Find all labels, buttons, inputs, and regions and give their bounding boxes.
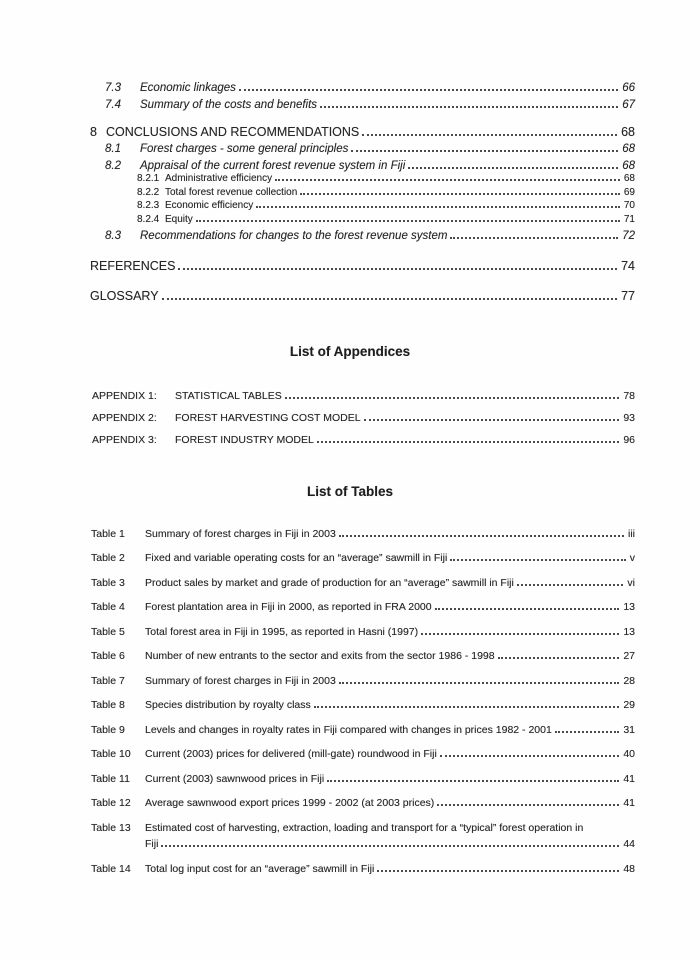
- dot-leader: [440, 755, 620, 757]
- table-entry-line1: [145, 599, 635, 616]
- toc-entry: [90, 161, 635, 173]
- toc-entry-number: 8.1: [105, 143, 121, 155]
- table-entry-page: 41: [623, 772, 635, 785]
- table-entry: [90, 624, 635, 641]
- list-of-appendices-heading: List of Appendices: [289, 343, 411, 359]
- toc-entry-number: 8.3: [105, 230, 121, 242]
- toc-entry: [90, 187, 635, 200]
- toc-entry-page: 66: [622, 82, 635, 94]
- dot-leader: [498, 657, 620, 659]
- table-entry-title: Total log input cost for an “average” sawmill in Fiji: [145, 862, 375, 875]
- table-entry-body: [145, 624, 635, 641]
- dot-leader: [408, 167, 618, 169]
- toc-entry-title: Forest charges - some general principles: [140, 143, 349, 155]
- dot-leader: [450, 237, 618, 239]
- table-entry: [90, 673, 635, 690]
- tables-list: [90, 526, 635, 878]
- table-entry-title: Summary of forest charges in Fiji in 2003: [145, 674, 336, 687]
- table-entry-title: Fixed and variable operating costs for an “average” sawmill in Fiji: [145, 552, 448, 564]
- table-entry: [90, 861, 635, 878]
- toc-entry-page: 68: [623, 173, 635, 184]
- appendix-entry: [90, 434, 635, 447]
- toc-entry-title: Appraisal of the current forest revenue system in Fiji: [140, 159, 406, 172]
- toc-entry-title: Administrative efficiency: [165, 173, 273, 184]
- dot-leader: [314, 706, 620, 708]
- table-entry-label: Table 9: [91, 723, 125, 736]
- table-entry: [90, 697, 635, 714]
- table-entry: [90, 820, 635, 853]
- table-entry-title: Estimated cost of harvesting, extraction, loading and transport for a “typical” forest operation in: [145, 821, 584, 834]
- dot-leader: [437, 804, 619, 806]
- table-entry-label: Table 13: [91, 821, 131, 834]
- table-entry-page: 40: [623, 748, 635, 760]
- table-entry: [90, 526, 635, 543]
- toc-entry-page: 67: [622, 98, 635, 111]
- table-entry-label: Table 11: [91, 772, 130, 785]
- list-of-tables-heading: List of Tables: [306, 483, 393, 499]
- table-entry-label: Table 8: [91, 699, 125, 711]
- table-entry-label: Table 3: [91, 576, 125, 589]
- toc-entry: [90, 144, 635, 156]
- table-entry-page: 13: [623, 601, 635, 613]
- table-entry: [90, 575, 635, 592]
- table-entry-line1: [145, 575, 635, 592]
- dot-leader: [351, 150, 618, 152]
- dot-leader: [421, 633, 619, 635]
- dot-leader: [339, 682, 619, 684]
- toc-entry-number: 7.3: [105, 82, 121, 94]
- dot-leader: [285, 397, 620, 399]
- appendices-list: [90, 390, 635, 447]
- table-entry-line1: [145, 648, 635, 665]
- dot-leader: [300, 193, 620, 195]
- toc-entry-title: GLOSSARY: [90, 288, 159, 303]
- table-entry-label: Table 14: [91, 862, 131, 875]
- dot-leader: [517, 584, 624, 586]
- table-entry-label: Table 7: [91, 674, 125, 687]
- table-entry-title: Species distribution by royalty class: [145, 699, 311, 711]
- table-entry-title: Average sawnwood export prices 1999 - 2002 (at 2003 prices): [145, 797, 435, 809]
- table-entry-line2: [145, 836, 635, 853]
- table-entry-body: [145, 820, 635, 853]
- table-entry-body: [145, 673, 635, 690]
- table-entry-body: [145, 697, 635, 714]
- toc-entry-page: 68: [622, 143, 635, 155]
- table-entry-body: [145, 771, 635, 788]
- table-entry: [90, 771, 635, 788]
- table-entry-label: Table 5: [91, 625, 125, 638]
- toc-entry-page: 69: [623, 186, 635, 198]
- appendix-entry-page: 78: [623, 389, 635, 402]
- dot-leader: [362, 134, 617, 136]
- toc-entry: [90, 126, 635, 139]
- toc-entry-number: 8: [90, 125, 97, 139]
- toc-entry-title: REFERENCES: [90, 258, 176, 273]
- table-entry-page: v: [629, 552, 635, 564]
- dot-leader: [339, 535, 624, 537]
- table-entry-line1: [145, 771, 635, 788]
- table-entry-body: [145, 795, 635, 812]
- toc-entry-page: 72: [622, 230, 635, 242]
- toc-entry-page: 71: [623, 213, 635, 225]
- table-entry-title: Summary of forest charges in Fiji in 2003: [145, 527, 336, 540]
- appendix-entry-title: STATISTICAL TABLES: [175, 389, 282, 402]
- table-entry: [90, 599, 635, 616]
- table-entry-page: 13: [623, 625, 635, 638]
- dot-leader: [435, 608, 620, 610]
- toc-entry-number: 8.2.2: [137, 186, 160, 198]
- table-entry-title: Forest plantation area in Fiji in 2000, as reported in FRA 2000: [145, 601, 432, 613]
- table-entry-line1: [145, 722, 635, 739]
- table-of-contents: [90, 0, 635, 303]
- toc-entry: [90, 231, 635, 243]
- table-entry-body: [145, 526, 635, 543]
- table-entry-page: 41: [623, 797, 635, 809]
- dot-leader: [317, 441, 619, 443]
- table-entry-title: Total forest area in Fiji in 1995, as reported in Hasni (1997): [145, 625, 419, 638]
- dot-leader: [450, 559, 625, 561]
- table-entry-line1: [145, 624, 635, 641]
- table-entry-page: 29: [623, 699, 635, 711]
- toc-entry-title: Summary of the costs and benefits: [140, 98, 318, 111]
- toc-entry-number: 7.4: [105, 98, 121, 111]
- toc-entry-page: 70: [623, 200, 635, 211]
- toc-entry-title: CONCLUSIONS AND RECOMMENDATIONS: [106, 125, 360, 139]
- table-entry-page: 31: [623, 723, 635, 736]
- toc-entry-title: Economic efficiency: [165, 200, 254, 211]
- toc-entry-title: Economic linkages: [140, 82, 236, 94]
- toc-entry: [90, 83, 635, 95]
- toc-entry-page: 77: [621, 288, 635, 303]
- table-entry-line1: [145, 861, 635, 878]
- table-entry-title: Product sales by market and grade of production for an “average” sawmill in Fiji: [145, 576, 514, 589]
- dot-leader: [555, 731, 620, 733]
- toc-entry-number: 8.2: [105, 159, 121, 172]
- table-entry-label: Table 12: [91, 797, 131, 809]
- toc-entry-number: 8.2.4: [137, 213, 160, 225]
- table-entry-line1: [145, 746, 635, 763]
- toc-entry-page: 68: [621, 125, 635, 139]
- table-entry-body: [145, 648, 635, 665]
- appendix-entry-label: APPENDIX 3:: [92, 433, 157, 446]
- dot-leader: [178, 268, 617, 270]
- appendix-entry-page: 93: [623, 411, 635, 424]
- table-entry-body: [145, 861, 635, 878]
- toc-entry-number: 8.2.3: [137, 200, 160, 211]
- appendix-entry: [90, 390, 635, 403]
- table-entry-title: Current (2003) sawnwood prices in Fiji: [145, 772, 325, 785]
- table-entry-body: [145, 575, 635, 592]
- table-entry-page: 28: [623, 674, 635, 687]
- table-entry: [90, 722, 635, 739]
- toc-entry: [90, 173, 635, 186]
- dot-leader: [327, 780, 619, 782]
- toc-entry-title: Recommendations for changes to the forest revenue system: [140, 230, 448, 242]
- table-entry: [90, 648, 635, 665]
- table-entry-title: Levels and changes in royalty rates in Fiji compared with changes in prices 1982 - 2001: [145, 723, 552, 736]
- toc-entry: [90, 214, 635, 227]
- table-entry-page: 27: [623, 650, 635, 662]
- dot-leader: [275, 179, 620, 181]
- toc-entry: [90, 260, 635, 273]
- table-entry: [90, 795, 635, 812]
- toc-entry: [90, 290, 635, 303]
- table-entry: [90, 746, 635, 763]
- toc-entry: [90, 100, 635, 112]
- appendix-entry-label: APPENDIX 2:: [92, 411, 157, 424]
- toc-entry: [90, 200, 635, 213]
- table-entry-body: [145, 746, 635, 763]
- dot-leader: [377, 870, 619, 872]
- table-entry-label: Table 10: [91, 748, 131, 760]
- toc-entry-title: Equity: [165, 213, 193, 225]
- dot-leader: [239, 89, 618, 91]
- table-entry-page: vi: [627, 576, 635, 589]
- toc-entry-number: 8.2.1: [137, 173, 160, 184]
- table-entry-body: [145, 722, 635, 739]
- table-entry-line1: [145, 550, 635, 567]
- toc-entry-title: Total forest revenue collection: [165, 186, 298, 198]
- appendix-entry-label: APPENDIX 1:: [92, 389, 157, 402]
- appendix-entry: [90, 412, 635, 425]
- dot-leader: [161, 845, 619, 847]
- table-entry-label: Table 2: [91, 552, 125, 564]
- table-entry-label: Table 1: [91, 527, 125, 540]
- table-entry-page: 44: [623, 838, 635, 850]
- table-entry-line1: [145, 673, 635, 690]
- dot-leader: [364, 419, 620, 421]
- dot-leader: [162, 298, 618, 300]
- table-entry-title: Number of new entrants to the sector and exits from the sector 1986 - 1998: [145, 650, 495, 662]
- table-entry-body: [145, 599, 635, 616]
- table-entry-line1: [145, 795, 635, 812]
- table-entry-line1: [145, 820, 635, 837]
- appendix-entry-title: FOREST HARVESTING COST MODEL: [175, 411, 361, 424]
- table-entry-body: [145, 550, 635, 567]
- toc-entry-page: 68: [622, 159, 635, 172]
- table-entry: [90, 550, 635, 567]
- dot-leader: [256, 206, 620, 208]
- table-entry-label: Table 4: [91, 601, 125, 613]
- table-entry-label: Table 6: [91, 650, 125, 662]
- table-entry-line1: [145, 697, 635, 714]
- dot-leader: [320, 106, 618, 108]
- table-entry-title-continued: Fiji: [145, 838, 159, 850]
- table-entry-line1: [145, 526, 635, 543]
- toc-entry-page: 74: [621, 258, 635, 273]
- dot-leader: [196, 220, 620, 222]
- appendix-entry-title: FOREST INDUSTRY MODEL: [175, 433, 314, 446]
- table-entry-page: 48: [623, 862, 635, 875]
- appendix-entry-page: 96: [623, 433, 635, 446]
- table-entry-title: Current (2003) prices for delivered (mill-gate) roundwood in Fiji: [145, 748, 437, 760]
- table-entry-page: iii: [628, 527, 635, 540]
